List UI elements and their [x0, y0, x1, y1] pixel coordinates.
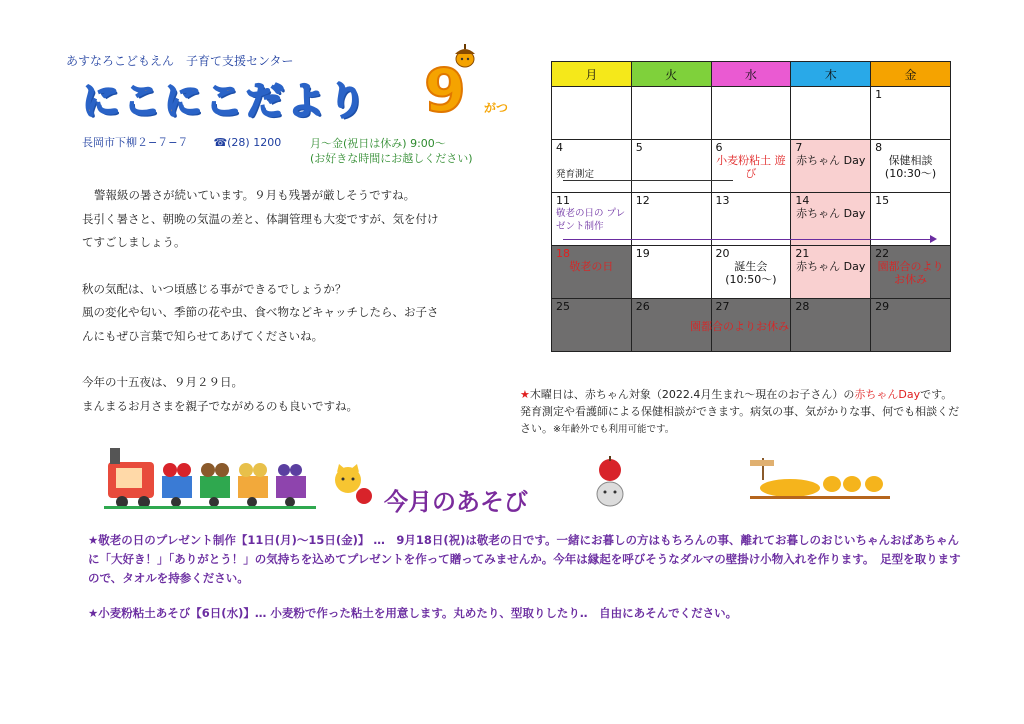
day-header-mon: 月 — [552, 62, 632, 87]
calendar-cell — [631, 140, 711, 193]
hours-line: 月～金(祝日は休み) 9:00～ — [310, 137, 446, 150]
event-label: 敬老の日の プレゼント制作 — [556, 208, 626, 232]
calendar-cell — [871, 87, 951, 140]
intro-line: んにもぜひ言葉で知らせてあげてくださいね。 — [82, 328, 324, 343]
event-label: 赤ちゃん Day — [796, 260, 866, 273]
mouse-apple-illustration — [588, 456, 632, 508]
fruit-train-illustration — [104, 440, 316, 510]
address-line — [82, 134, 281, 150]
event-label: 小麦粉粘土 遊び — [716, 154, 786, 180]
date-number: 4 — [556, 141, 563, 154]
event-label: 発育測定 — [556, 169, 595, 180]
measurement-period-arrow — [563, 180, 733, 181]
intro-line: てすごしましょう。 — [82, 235, 186, 249]
activity-clay-play: ★小麦粉粘土あそび【6日(水)】… 小麦粉で作った粘土を用意します。丸めたり、型取りしたり‥ 自由にあそんでください。 — [88, 606, 738, 620]
calendar-cell — [791, 87, 871, 140]
calendar-cell — [791, 140, 871, 193]
date-number: 28 — [795, 300, 810, 313]
calendar-cell — [871, 246, 951, 299]
calendar-cell — [711, 87, 791, 140]
calendar-cell — [552, 193, 632, 246]
date-number: 27 — [715, 300, 730, 313]
date-number: 14 — [795, 194, 810, 207]
calendar-cell — [631, 87, 711, 140]
event-label: 園都合のより お休み — [877, 260, 944, 286]
hours-note: (お好きな時間にお越しください) — [310, 152, 473, 165]
phone: ☎(28) 1200 — [213, 136, 282, 149]
address: 長岡市下柳２−７−７ — [82, 136, 189, 149]
baby-day-notice — [520, 386, 960, 438]
month-suffix: がつ — [484, 101, 509, 115]
intro-line: 警報級の暑さが続いています。９月も残暑が厳しそうですね。 — [94, 188, 416, 202]
day-header-fri: 金 — [871, 62, 951, 87]
date-number: 26 — [635, 300, 650, 313]
opening-hours — [310, 136, 473, 166]
date-number: 1 — [875, 88, 883, 101]
notice-highlight: 赤ちゃんDay — [854, 388, 921, 401]
date-number: 15 — [875, 194, 890, 207]
calendar-cell — [791, 246, 871, 299]
event-label: 誕生会 (10:50～) — [725, 260, 777, 286]
day-header-tue: 火 — [631, 62, 711, 87]
date-number: 12 — [635, 194, 650, 207]
calendar-cell — [871, 140, 951, 193]
intro-line: 長引く暑さと、朝晩の気温の差と、体調管理も大変ですが、気を付け — [82, 211, 439, 226]
event-label: 赤ちゃん Day — [796, 154, 866, 167]
activity-respect-day: ★敬老の日のプレゼント制作【11日(月)～15日(金)】 … 9月18日(祝)は敬老の日です。一緒にお暮しの方はもちろんの事、離れてお暮しのおじいちゃんおばあちゃんに「大好き！」「ありがとう！」の気持ちを込めてプレゼントを作って贈ってみませんか。今年は縁起を呼びそうなダルマの壁掛け小物入れを作ります。 足型を取りますので、タオルを持参ください。 — [88, 533, 961, 585]
date-number: 19 — [635, 247, 650, 260]
date-number: 20 — [715, 247, 730, 260]
intro-line: まんまるお月さまを親子でながめるのも良いですね。 — [82, 398, 358, 413]
intro-line: 風の変化や匂い、季節の花や虫、食べ物などキャッチしたら、お子さ — [82, 305, 439, 319]
date-number: 25 — [556, 300, 570, 313]
intro-text — [82, 184, 482, 441]
date-number: 8 — [875, 141, 883, 154]
date-number: 21 — [795, 247, 810, 260]
september-calendar — [551, 61, 951, 352]
date-number: 7 — [795, 141, 803, 154]
event-label: 赤ちゃん Day — [796, 207, 866, 220]
fox-family-illustration — [740, 454, 900, 504]
date-number: 6 — [715, 141, 723, 154]
calendar-cell — [871, 193, 951, 246]
month-number: 9 — [424, 56, 466, 126]
intro-line: 秋の気配は、いつ頃感じる事ができるでしょうか？ — [82, 281, 347, 296]
star-mark: ★ — [520, 388, 530, 401]
newsletter-title: にこにこだより — [82, 79, 370, 123]
cat-apple-illustration — [330, 462, 374, 506]
play-section-title: 今月のあそび — [384, 488, 528, 516]
intro-line: 今年の十五夜は、９月２９日。 — [82, 375, 243, 389]
calendar-cell — [631, 246, 711, 299]
closure-note: 園都合のよりお休み — [690, 320, 789, 333]
calendar-cell — [552, 87, 632, 140]
calendar-cell — [871, 299, 951, 352]
date-number: 18 — [556, 247, 570, 260]
calendar-cell — [711, 193, 791, 246]
calendar-cell — [552, 140, 632, 193]
date-number: 29 — [875, 300, 890, 313]
event-label: 保健相談 (10:30～) — [884, 154, 937, 180]
notice-small: ※年齢外でも利用可能です。 — [553, 424, 675, 435]
date-number: 22 — [875, 247, 890, 260]
date-number: 13 — [715, 194, 730, 207]
date-number: 5 — [635, 141, 643, 154]
calendar-cell — [711, 246, 791, 299]
calendar-cell — [791, 193, 871, 246]
notice-text: です。 発育測定や看護師による保健相談ができます。病気の事、気がかりな事、何でも相談ください。 — [520, 388, 960, 435]
event-label: 敬老の日 — [569, 260, 614, 273]
day-header-thu: 木 — [791, 62, 871, 87]
present-period-arrow — [563, 239, 931, 240]
calendar-cell — [711, 140, 791, 193]
date-number: 11 — [556, 194, 570, 207]
calendar-cell — [631, 193, 711, 246]
calendar-cell — [791, 299, 871, 352]
notice-text: 木曜日は、赤ちゃん対象（2022.4月生まれ～現在のお子さん）の — [529, 388, 855, 401]
calendar-cell — [552, 299, 632, 352]
calendar-cell — [552, 246, 632, 299]
organization-name: あすなろこどもえん 子育て支援センター — [66, 54, 294, 68]
day-header-wed: 水 — [711, 62, 791, 87]
